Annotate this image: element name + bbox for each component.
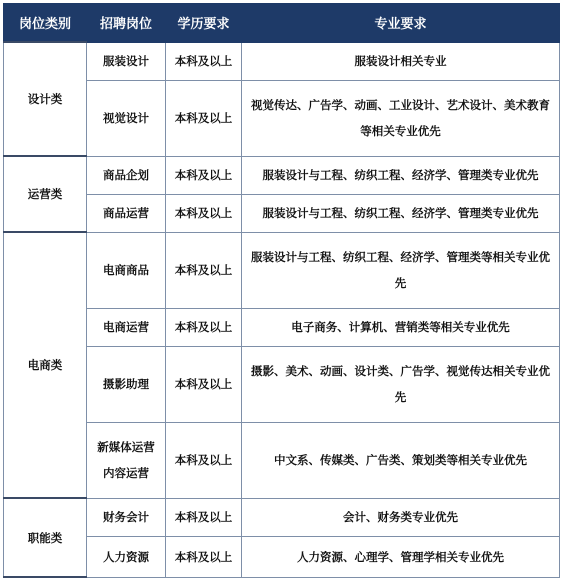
table-row: [4, 156, 560, 194]
major-cell: 摄影、美术、动画、设计类、广告学、视觉传达相关专业优先: [242, 346, 560, 422]
table-row: [4, 194, 560, 232]
table-row: [4, 346, 560, 422]
major-cell: 服装设计相关专业: [242, 42, 560, 80]
table-row: [4, 422, 560, 498]
education-cell: 本科及以上: [166, 80, 242, 156]
education-cell: 本科及以上: [166, 422, 242, 498]
position-cell: 电商商品: [87, 232, 166, 308]
major-cell: 人力资源、心理学、管理学相关专业优先: [242, 536, 560, 577]
recruitment-table: [3, 3, 560, 578]
header-category: 岗位类别: [4, 4, 87, 43]
position-cell: 服装设计: [87, 42, 166, 80]
table-row: [4, 232, 560, 308]
header-major: 专业要求: [242, 4, 560, 43]
major-cell: 会计、财务类专业优先: [242, 498, 560, 536]
category-cell: 电商类: [4, 232, 87, 498]
header-position: 招聘岗位: [87, 4, 166, 43]
education-cell: 本科及以上: [166, 536, 242, 577]
position-cell: 商品运营: [87, 194, 166, 232]
education-cell: 本科及以上: [166, 42, 242, 80]
category-cell: 设计类: [4, 42, 87, 156]
header-education: 学历要求: [166, 4, 242, 43]
major-cell: 中文系、传媒类、广告类、策划类等相关专业优先: [242, 422, 560, 498]
position-cell: 摄影助理: [87, 346, 166, 422]
table-row: [4, 536, 560, 577]
position-cell: 财务会计: [87, 498, 166, 536]
education-cell: 本科及以上: [166, 346, 242, 422]
table-row: [4, 308, 560, 346]
major-cell: 视觉传达、广告学、动画、工业设计、艺术设计、美术教育等相关专业优先: [242, 80, 560, 156]
position-cell: 电商运营: [87, 308, 166, 346]
major-cell: 服装设计与工程、纺织工程、经济学、管理类等相关专业优先: [242, 232, 560, 308]
education-cell: 本科及以上: [166, 194, 242, 232]
category-cell: 运营类: [4, 156, 87, 232]
position-cell: 新媒体运营内容运营: [87, 422, 166, 498]
table-row: [4, 80, 560, 156]
table-row: [4, 42, 560, 80]
major-cell: 服装设计与工程、纺织工程、经济学、管理类专业优先: [242, 194, 560, 232]
header-row: [4, 4, 560, 43]
major-cell: 服装设计与工程、纺织工程、经济学、管理类专业优先: [242, 156, 560, 194]
major-cell: 电子商务、计算机、营销类等相关专业优先: [242, 308, 560, 346]
table-row: [4, 498, 560, 536]
position-cell: 商品企划: [87, 156, 166, 194]
position-cell: 视觉设计: [87, 80, 166, 156]
education-cell: 本科及以上: [166, 498, 242, 536]
education-cell: 本科及以上: [166, 156, 242, 194]
education-cell: 本科及以上: [166, 308, 242, 346]
recruitment-table-container: [3, 3, 559, 578]
education-cell: 本科及以上: [166, 232, 242, 308]
position-cell: 人力资源: [87, 536, 166, 577]
category-cell: 职能类: [4, 498, 87, 577]
